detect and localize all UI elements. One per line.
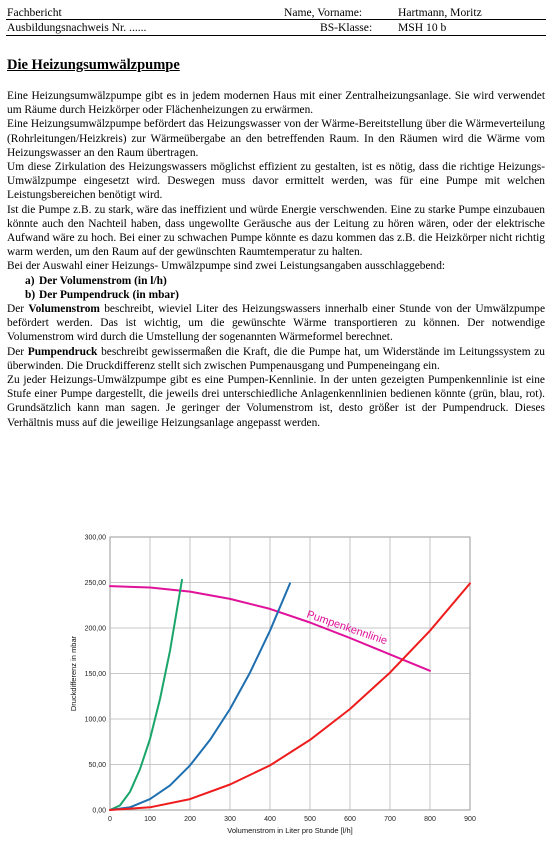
x-tick-label: 900	[464, 816, 476, 823]
report-body	[7, 89, 545, 430]
y-tick-label: 200,00	[84, 625, 106, 633]
y-tick-label: 100,00	[84, 716, 106, 724]
y-tick-label: 0,00	[92, 807, 106, 815]
x-tick-label: 300	[224, 816, 236, 823]
paragraph-volumenstrom: Der Volumenstrom beschreibt, wieviel Liter des Heizungswassers innerhalb einer Stunde von der Umwälzpumpe befördert werden. Das ist wichtig, um die gewünschte Wärme transportieren zu können. Der notwendige Volumenstrom wird durch die Umstellung der sogenannten Wärmeformel berechnet.	[7, 303, 545, 344]
x-tick-label: 100	[144, 816, 156, 823]
paragraph-pumpendruck: Der Pumpendruck beschreibt gewissermaßen die Kraft, die die Pumpe hat, um Widerstände im Leitungssystem zu überwinden. Die Druckdifferenz stellt sich zwischen Pumpenausgang und Pumpeneingang ein.	[7, 345, 545, 372]
paragraph-intro: Eine Heizungsumwälzpumpe gibt es in jedem modernen Haus mit einer Zentralheizungsanlage. Sie wird verwendet um Räume durch Heizkörper oder Flächenheizungen zu erwärmen.	[7, 90, 545, 117]
y-tick-label: 250,00	[84, 580, 106, 587]
page-title: Die Heizungsumwälzpumpe	[7, 57, 180, 73]
header-class-value: MSH 10 b	[398, 21, 447, 34]
paragraph-kennlinie: Zu jeder Heizungs-Umwälzpumpe gibt es eine Pumpen-Kennlinie. In der unten gezeigten Pumpenkennlinie ist eine Stufe einer Pumpe dargestellt, die jeweils drei unterschiedliche Anlagenkennlinien bedienen könnte (grün, blau, rot). Grundsätzlich kann man sagen. Je geringer der Volumenstrom ist, desto größer ist der Pumpendruck. Dieses Verhältnis muss auf die jeweilige Heizungsanlage angepasst werden.	[7, 374, 545, 429]
paragraph-selection: Bei der Auswahl einer Heizungs- Umwälzpumpe sind zwei Leistungsangaben ausschlaggebend:	[7, 260, 446, 273]
x-tick-label: 700	[384, 816, 396, 823]
y-tick-label: 150,00	[84, 671, 106, 678]
header-name-label: Name, Vorname:	[284, 6, 363, 19]
header-bottom-rule	[6, 35, 546, 36]
x-tick-label: 600	[344, 816, 356, 823]
y-axis-label: Druckdifferenz in mbar	[69, 635, 78, 712]
pumpenkennlinie-annotation: Pumpenkennlinie	[305, 608, 389, 648]
x-tick-label: 800	[424, 816, 436, 823]
paragraph-function: Eine Heizungsumwälzpumpe befördert das Heizungswasser von der Wärme-Bereitstellung über die Wärmeverteilung (Rohrleitungen/Heizkreis) zur Wärmeübergabe an den betreffenden Raum. In den Räumen wird die Wärme vom Heizungswasser an den Raum übertragen.	[7, 118, 545, 159]
header-class-label: BS-Klasse:	[320, 21, 373, 34]
x-tick-label: 0	[108, 816, 112, 823]
x-tick-label: 200	[184, 816, 196, 823]
y-tick-label: 50,00	[88, 762, 106, 769]
x-axis-label: Volumenstrom in Liter pro Stunde [l/h]	[227, 826, 353, 835]
y-tick-label: 300,00	[84, 534, 106, 542]
header-name-value: Hartmann, Moritz	[398, 6, 482, 19]
pump-curve-chart	[68, 532, 508, 844]
header-divider	[6, 19, 546, 20]
list-item-volumenstrom: a) Der Volumenstrom (in l/h)	[25, 274, 167, 287]
header-report-number: Ausbildungsnachweis Nr. ......	[7, 21, 147, 34]
paragraph-sizing: Ist die Pumpe z.B. zu stark, wäre das ineffizient und würde Energie verschwenden. Eine zu starke Pumpe einzubauen könnte auch den Nachteil haben, dass ungewollte Geräusche aus der Leitung zu hören wären, oder der elektrische Aufwand wäre zu hoch. Bei einer zu schwachen Pumpe könnte es dazu kommen das z.B. die Heizkörper nicht richtig warm werden, um den Raum auf der gewünschten Raumtemperatur zu halten.	[7, 203, 545, 259]
header-report-type: Fachbericht	[7, 6, 62, 19]
paragraph-circulation: Um diese Zirkulation des Heizungswassers möglichst effizient zu gestalten, ist es nötig, dass die richtige Heizungs- Umwälzpumpe eingesetzt wird. Deswegen muss davor ermittelt werden, was für eine Pumpe mit welchen Leistungsbereichen benötigt wird.	[7, 161, 545, 202]
x-tick-label: 500	[304, 816, 316, 823]
list-item-pumpendruck: b) Der Pumpendruck (in mbar)	[25, 288, 179, 301]
x-tick-label: 400	[264, 816, 276, 823]
